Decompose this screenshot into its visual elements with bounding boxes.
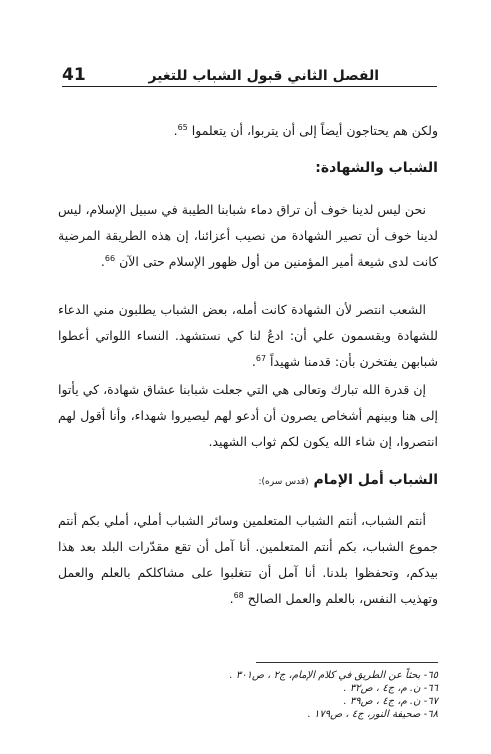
chapter-title: الفصل الثاني قبول الشباب للتغير [148, 68, 379, 84]
footnote-ref: 65 [177, 122, 188, 132]
page-number: 41 [62, 65, 86, 85]
honorific-note: (قدس سره): [258, 477, 309, 487]
footnote-ref: 68 [233, 590, 244, 600]
page-header [62, 62, 437, 87]
footnote-item: ٦٧- ن. م، ج٤ ، ص٣٩ . [343, 696, 438, 707]
footnote-item: ٦٨- صحيفة النور، ج٤ ، ص١٧٩ . [307, 709, 438, 720]
footnote-item: ٦٦- ن. م، ج٤ ، ص٣٢ . [343, 683, 438, 694]
section-heading: الشباب والشهادة: [315, 160, 438, 176]
footnote-ref: 67 [255, 353, 267, 363]
intro-paragraph: ولكن هم يحتاجون أيضاً إلى أن يتربوا، أن يتعلموا $^{65}$. [173, 122, 438, 138]
paragraph-1: نحن ليس لدينا خوف أن تراق دماء شبابنا الطيبة في سبيل الإسلام، ليس لدينا خوف أن تصير الشهادة من نصيب أعزائنا، إن هذه الطريقة المرضية كانت لدى شيعة أمير المؤمنين من أول ظهور الإسلام حتى الآن $^{66}$. [58, 202, 438, 269]
footnotes [138, 669, 438, 721]
paragraph-2: الشعب انتصر لأن الشهادة كانت أمله، بعض الشباب يطلبون مني الدعاء للشهادة ويقسمون علي أن: ادعُ لنا كي نستشهد. النساء اللواتي أعطوا شبابهن يفتخرن بأن: قدمنا شهيداً $^{67}$. [58, 302, 438, 369]
paragraph-4: أنتم الشباب، أنتم الشباب المتعلمين وسائر الشباب أملي، أملي بكم أنتم جموع الشباب، بكم أنتم المتعلمين. أنا آمل أن تقع مقدّرات البلد بعد هذا بيدكم، وتحفظوا بلدنا. أنا آمل أن تتغلبوا على مشاكلكم بالعلم والعمل وتهذيب النفس، بالعلم والعمل الصالح $^{68}$. [58, 513, 438, 606]
footnote-divider [256, 662, 438, 663]
footnote-item: ٦٥- بحثاً عن الطريق في كلام الإمام، ج٢ ، ص٣٠١ . [229, 670, 438, 681]
section-heading: الشباب أمل الإمام (قدس سره): [258, 472, 438, 488]
footnote-ref: 66 [104, 253, 116, 263]
paragraph-3: إن قدرة الله تبارك وتعالى هي التي جعلت شبابنا عشاق شهادة، كي يأتوا إلى هنا وبينهم أشخاص يصرون أن أدعو لهم ليصيروا شهداء، وأنا أقول لهم انتصروا، إن شاء الله يكون لكم ثواب الشهيد. [58, 382, 438, 449]
